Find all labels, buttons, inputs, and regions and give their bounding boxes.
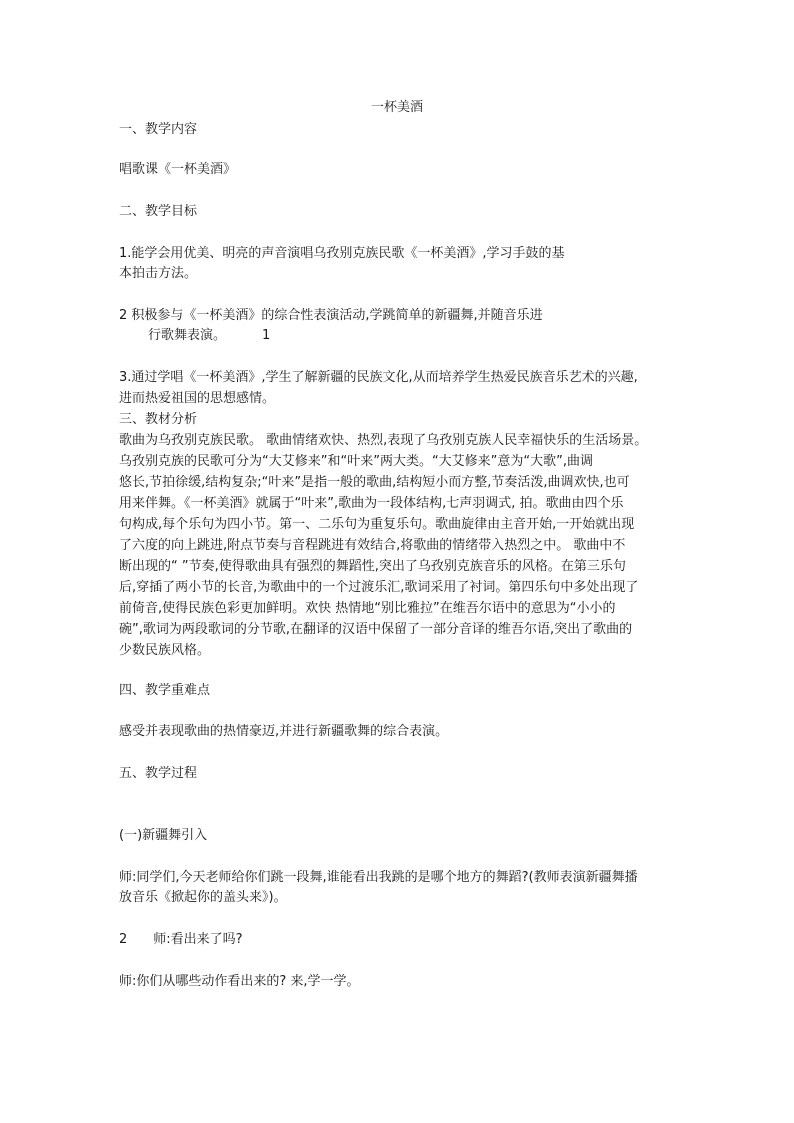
process-step-1-line-2: 放音乐《掀起你的盖头来》)。	[119, 890, 287, 905]
analysis-line: 歌曲为乌孜别克族民歌。 歌曲情绪欢快、热烈,表现了乌孜别克族人民幸福快乐的生活场景。	[119, 433, 648, 448]
analysis-line: 句构成,每个乐句为四小节。第一、二乐句为重复乐句。歌曲旋律由主音开始,一开始就出现	[119, 517, 635, 532]
section-heading-teaching-process: 五、教学过程	[119, 766, 198, 781]
analysis-line: 悠长,节拍徐缓,结构复杂;“叶来”是指一般的歌曲,结构短小而方整,节奏活泼,曲调欢快,也可	[119, 475, 630, 490]
goal-1-line-2: 本拍击方法。	[119, 266, 198, 281]
process-step-3-text: 师:你们从哪些动作看出来的? 来,学一学。	[119, 974, 360, 989]
section-heading-teaching-goals: 二、教学目标	[119, 204, 198, 219]
document-title: 一杯美酒	[370, 100, 423, 115]
section-heading-key-points: 四、教学重难点	[119, 683, 211, 698]
goal-2-line-2	[148, 326, 270, 346]
process-step-1-heading: (一)新疆舞引入	[119, 828, 208, 843]
analysis-line: 乌孜别克族的民歌可分为“大艾修来”和“叶来”两大类。“大艾修来”意为“大歌”,曲调	[119, 454, 594, 469]
analysis-line: 断出现的“ ”节奏,使得歌曲具有强烈的舞蹈性,突出了乌孜别克族音乐的风格。在第三乐句	[119, 559, 626, 574]
goal-3-line-1: 3.通过学唱《一杯美酒》,学生了解新疆的民族文化,从而培养学生热爱民族音乐艺术的兴趣,	[119, 370, 638, 385]
teaching-content-text: 唱歌课《一杯美酒》	[119, 162, 237, 177]
analysis-line: 少数民族风格。	[119, 643, 211, 658]
analysis-line: 用来伴舞。《一杯美酒》就属于“叶来”,歌曲为一段体结构,七声羽调式, 拍。歌曲由四个乐	[119, 496, 624, 511]
goal-2-line-2-text: 行歌舞表演。	[148, 328, 227, 343]
process-step-2	[119, 930, 243, 950]
section-heading-material-analysis: 三、教材分析	[119, 412, 198, 427]
analysis-line: 碗”,歌词为两段歌词的分节歌,在翻译的汉语中保留了一部分音译的维吾尔语,突出了歌曲的	[119, 622, 633, 637]
process-step-2-marker: 2	[119, 932, 128, 947]
process-step-2-text: 师:看出来了吗?	[153, 932, 243, 947]
section-heading-teaching-content: 一、教学内容	[119, 122, 198, 137]
goal-1-line-1: 1.能学会用优美、明亮的声音演唱乌孜别克族民歌《一杯美酒》,学习手鼓的基	[119, 246, 565, 261]
process-step-1-line-1: 师:同学们,今天老师给你们跳一段舞,谁能看出我跳的是哪个地方的舞蹈?(教师表演新疆舞播	[119, 870, 638, 885]
key-points-text: 感受并表现歌曲的热情豪迈,并进行新疆歌舞的综合表演。	[119, 724, 449, 739]
goal-2-line-1: 2 积极参与《一杯美酒》的综合性表演活动,学跳简单的新疆舞,并随音乐进	[119, 308, 543, 323]
analysis-line: 后,穿插了两小节的长音,为歌曲中的一个过渡乐汇,歌词采用了衬词。第四乐句中多处出现了	[119, 580, 639, 595]
analysis-line: 前倚音,使得民族色彩更加鲜明。欢快 热情地“别比雅拉”在维吾尔语中的意思为“小小的	[119, 601, 616, 616]
goal-3-line-2: 进而热爱祖国的思想感情。	[119, 391, 276, 406]
goal-2-marker: 1	[262, 328, 271, 343]
analysis-line: 了六度的向上跳进,附点节奏与音程跳进有效结合,将歌曲的情绪带入热烈之中。 歌曲中不	[119, 538, 626, 553]
